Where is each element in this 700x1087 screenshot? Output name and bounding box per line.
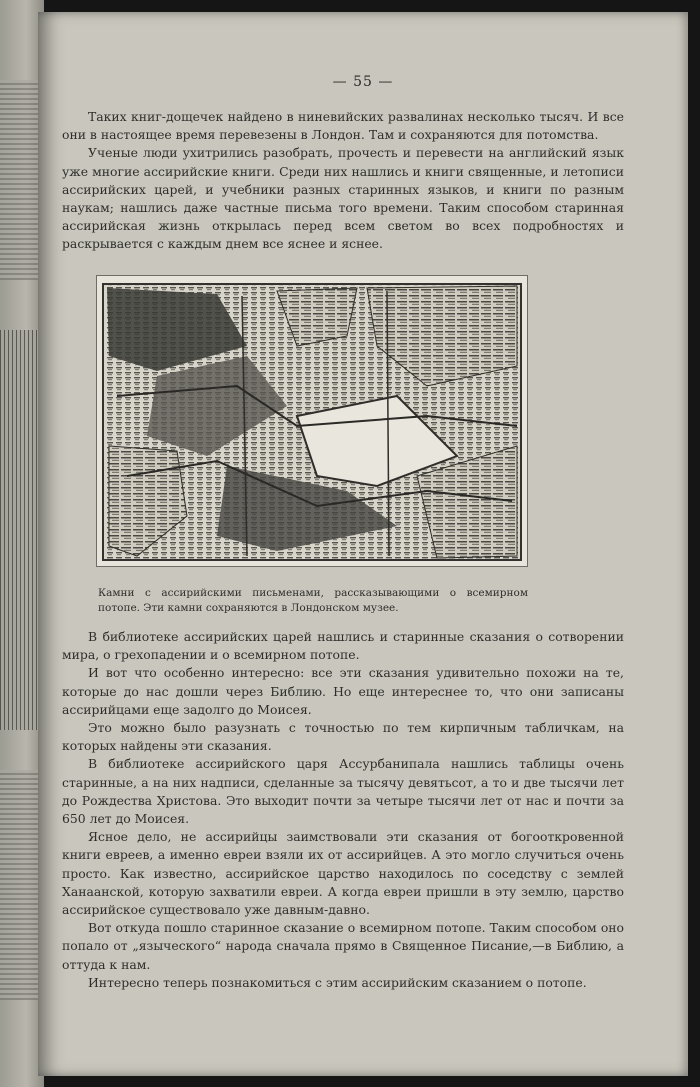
paragraph: Интересно теперь познакомиться с этим ассирийским сказанием о потопе. [88, 974, 587, 990]
paragraph: Вот откуда пошло старинное сказание о всемирном потопе. Таким способом оно попало от „языческого“ народа сначала прямо в Священное Писание,—в Библию, а оттуда к нам. [62, 920, 624, 972]
body-text [62, 628, 624, 992]
intro-text [62, 108, 624, 254]
tablet-fragments-drawing [97, 276, 527, 566]
book-page [38, 12, 688, 1076]
paragraph: В библиотеке ассирийского царя Ассурбанипала нашлись таблицы очень старинные, а на них надписи, сделанные за тысячу девятьсот, а то и две тысячи лет до Рождества Христова. Это выходит почти за четыре тысячи лет от нас и почти за 650 лет до Моисея. [62, 756, 624, 827]
paragraph: Ученые люди ухитрились разобрать, прочесть и перевести на английский язык уже многие ассирийские книги. Среди них нашлись и книги священные, и летописи ассирийских царей, и учебники разных старинных языков, и книги по разным наукам; нашлись даже частные письма того времени. Таким способом старинная ассирийская жизнь открылась перед всем светом во всех подробностях и раскрывается с каждым днем все яснее и яснее. [62, 145, 624, 252]
figure-caption: Камни с ассирийскими письменами, рассказывающими о всемирном потопе. Эти камни сохраняются в Лондонском музее. [98, 587, 528, 614]
paragraph: И вот что особенно интересно: все эти сказания удивительно похожи на те, которые до нас дошли через Библию. Но еще интереснее то, что они записаны ассирийцами еще задолго до Моисея. [62, 665, 624, 717]
paragraph: Ясное дело, не ассирийцы заимствовали эти сказания от богооткровенной книги евреев, а именно евреи взяли их от ассирийцев. А это могло случиться очень просто. Как известно, ассирийское царство находилось по соседству с землей Ханаанской, которую захватили евреи. А когда евреи пришли в эту землю, царство ассирийское существовало уже давным-давно. [62, 829, 624, 918]
clay-tablet-illustration [96, 275, 528, 567]
paragraph: Таких книг-дощечек найдено в ниневийских развалинах несколько тысяч. И все они в настоящее время перевезены в Лондон. Там и сохраняются для потомства. [62, 109, 624, 143]
paragraph: Это можно было разузнать с точностью по тем кирпичным табличкам, на которых найдены эти сказания. [62, 720, 624, 754]
paragraph: В библиотеке ассирийских царей нашлись и старинные сказания о сотворении мира, о грехопадении и о всемирном потопе. [62, 629, 624, 663]
page-number: — 55 — [332, 74, 394, 90]
